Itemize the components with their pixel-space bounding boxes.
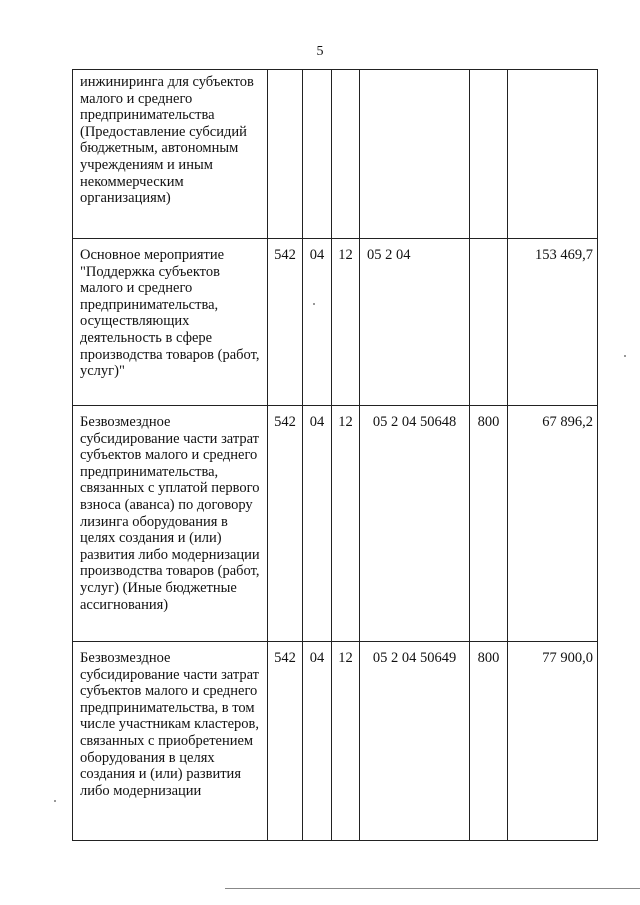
budget-table: [72, 69, 598, 841]
row-description: Основное мероприятие "Поддержка субъектов малого и среднего предпринимательства, осуществляющих деятельность в сфере производства товаров (работ, услуг)": [73, 239, 268, 406]
row-admin-code: 542: [268, 642, 303, 841]
row-target-code: 05 2 04: [360, 239, 470, 406]
row-description: Безвозмездное субсидирование части затрат субъектов малого и среднего предпринимательства, в том числе участникам кластеров, связанных с приобретением оборудования в целях создания и (или) развития либо модернизации: [73, 642, 268, 841]
row-admin-code: 542: [268, 239, 303, 406]
row-expense-type: [470, 70, 508, 239]
scan-speck: [313, 303, 315, 305]
scan-edge-line: [225, 888, 640, 889]
row-subsection-code: 12: [332, 406, 360, 642]
row-section-code: 04: [303, 642, 332, 841]
row-section-code: 04: [303, 406, 332, 642]
row-section-code: [303, 70, 332, 239]
row-expense-type: 800: [470, 642, 508, 841]
row-subsection-code: [332, 70, 360, 239]
row-description: инжиниринга для субъектов малого и среднего предпринимательства (Предоставление субсидий бюджетным, автономным учреждениям и иным некоммерческим организациям): [73, 70, 268, 239]
row-expense-type: [470, 239, 508, 406]
row-expense-type: 800: [470, 406, 508, 642]
table-row: [73, 406, 598, 642]
row-amount: 77 900,0: [508, 642, 598, 841]
row-section-code: 04: [303, 239, 332, 406]
table-row: [73, 239, 598, 406]
scan-speck: [624, 355, 626, 357]
row-admin-code: 542: [268, 406, 303, 642]
table-row: [73, 70, 598, 239]
row-description: Безвозмездное субсидирование части затрат субъектов малого и среднего предпринимательства, связанных с уплатой первого взноса (аванса) по договору лизинга оборудования в целях создания и (или) развития либо модернизации производства товаров (работ, услуг) (Иные бюджетные ассигнования): [73, 406, 268, 642]
row-amount: 67 896,2: [508, 406, 598, 642]
row-admin-code: [268, 70, 303, 239]
row-subsection-code: 12: [332, 239, 360, 406]
scan-speck: [54, 800, 56, 802]
page-number: 5: [316, 44, 324, 59]
row-amount: 153 469,7: [508, 239, 598, 406]
table-row: [73, 642, 598, 841]
row-target-code: 05 2 04 50648: [360, 406, 470, 642]
row-subsection-code: 12: [332, 642, 360, 841]
row-target-code: 05 2 04 50649: [360, 642, 470, 841]
row-amount: [508, 70, 598, 239]
row-target-code: [360, 70, 470, 239]
